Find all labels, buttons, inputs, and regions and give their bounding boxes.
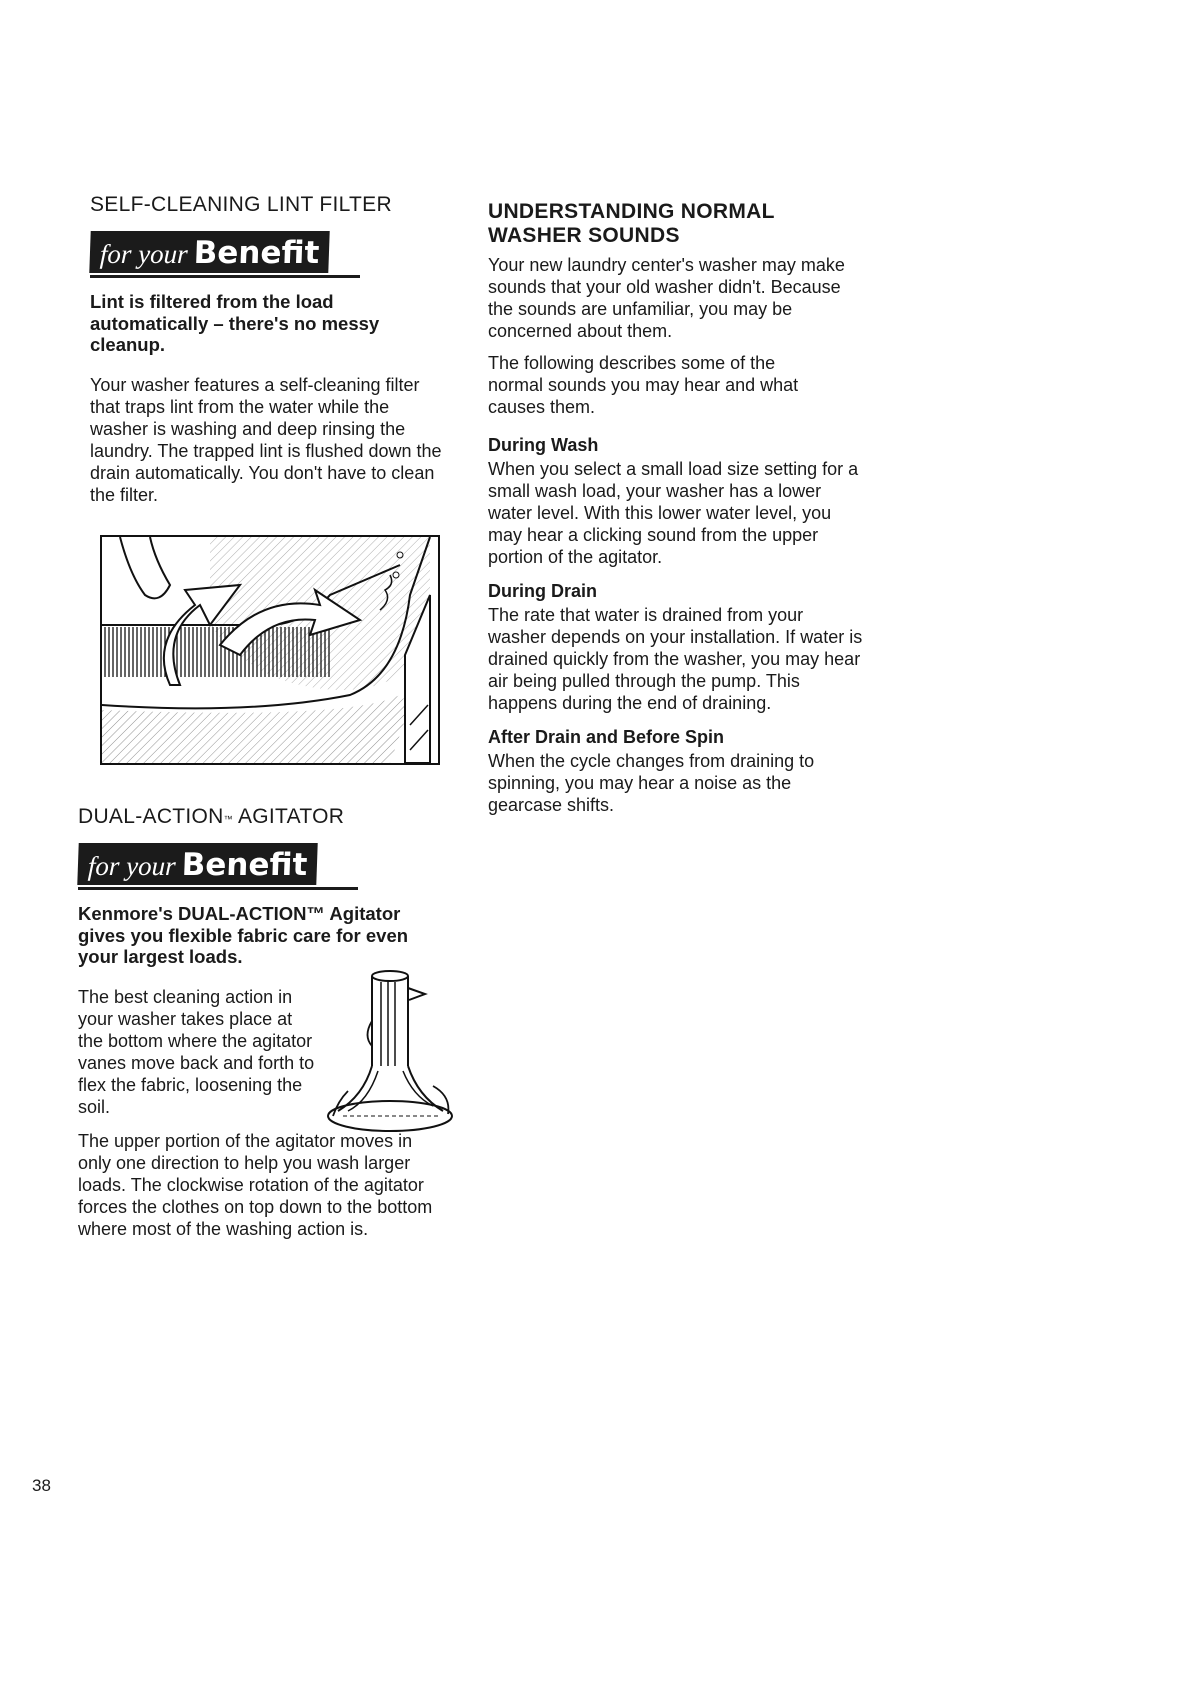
- agitator-illustration: [323, 966, 463, 1136]
- lint-filter-body: Your washer features a self-cleaning filter that traps lint from the water while the washer is washing and deep rinsing the laundry. The trapped lint is flushed down the drain automatically. You don't have to clean the filter.: [90, 374, 442, 505]
- agitator-p2: The upper portion of the agitator moves in only one direction to help you wash larger loads. The clockwise rotation of the agitator forces the clothes on top down to the bottom where most of the washing action is.: [78, 1130, 433, 1239]
- lint-filter-section: [90, 193, 450, 516]
- banner-word: Benefit: [193, 235, 320, 271]
- washer-sounds-heading: UNDERSTANDING NORMAL WASHER SOUNDS: [488, 200, 775, 247]
- during-wash-body: When you select a small load size setting for a small wash load, your washer has a lower water level. With this lower water level, you may hear a clicking sound from the upper portion of the agitator.: [488, 459, 859, 567]
- banner-rule: [90, 275, 360, 278]
- agitator-lead: Kenmore's DUAL-ACTION™ Agitator gives you flexible fabric care for even your largest loads.: [78, 903, 409, 967]
- lint-filter-lead: Lint is filtered from the load automatically – there's no messy cleanup.: [90, 291, 380, 355]
- washer-sounds-section: [488, 200, 866, 826]
- for-your-benefit-banner: [78, 843, 458, 891]
- washer-sounds-intro-2: The following describes some of the normal sounds you may hear and what causes them.: [488, 353, 799, 417]
- during-wash-title: During Wash: [488, 435, 599, 455]
- banner-word: Benefit: [181, 847, 308, 883]
- during-drain-body: The rate that water is drained from your washer depends on your installation. If water is drained quickly from the washer, you may hear air being pulled through the pump. This happens during the end of draining.: [488, 605, 863, 713]
- after-drain-body: When the cycle changes from draining to spinning, you may hear a noise as the gearcase shifts.: [488, 751, 815, 815]
- agitator-heading: DUAL-ACTION™ AGITATOR: [78, 805, 345, 828]
- banner-script: for your: [99, 239, 189, 269]
- banner-script: for your: [87, 851, 177, 881]
- washer-sounds-intro-1: Your new laundry center's washer may make sounds that your old washer didn't. Because the sounds are unfamiliar, you may be concerned about them.: [488, 255, 845, 341]
- agitator-p1: The best cleaning action in your washer takes place at the bottom where the agitator vanes move back and forth to flex the fabric, loosening the soil.: [78, 986, 315, 1117]
- lint-filter-illustration: [100, 535, 440, 765]
- banner-rule: [78, 887, 358, 890]
- lint-filter-heading: SELF-CLEANING LINT FILTER: [90, 193, 392, 216]
- for-your-benefit-banner: [90, 231, 450, 279]
- during-drain-title: During Drain: [488, 581, 598, 601]
- page-number: 38: [32, 1476, 51, 1495]
- after-drain-title: After Drain and Before Spin: [488, 727, 725, 747]
